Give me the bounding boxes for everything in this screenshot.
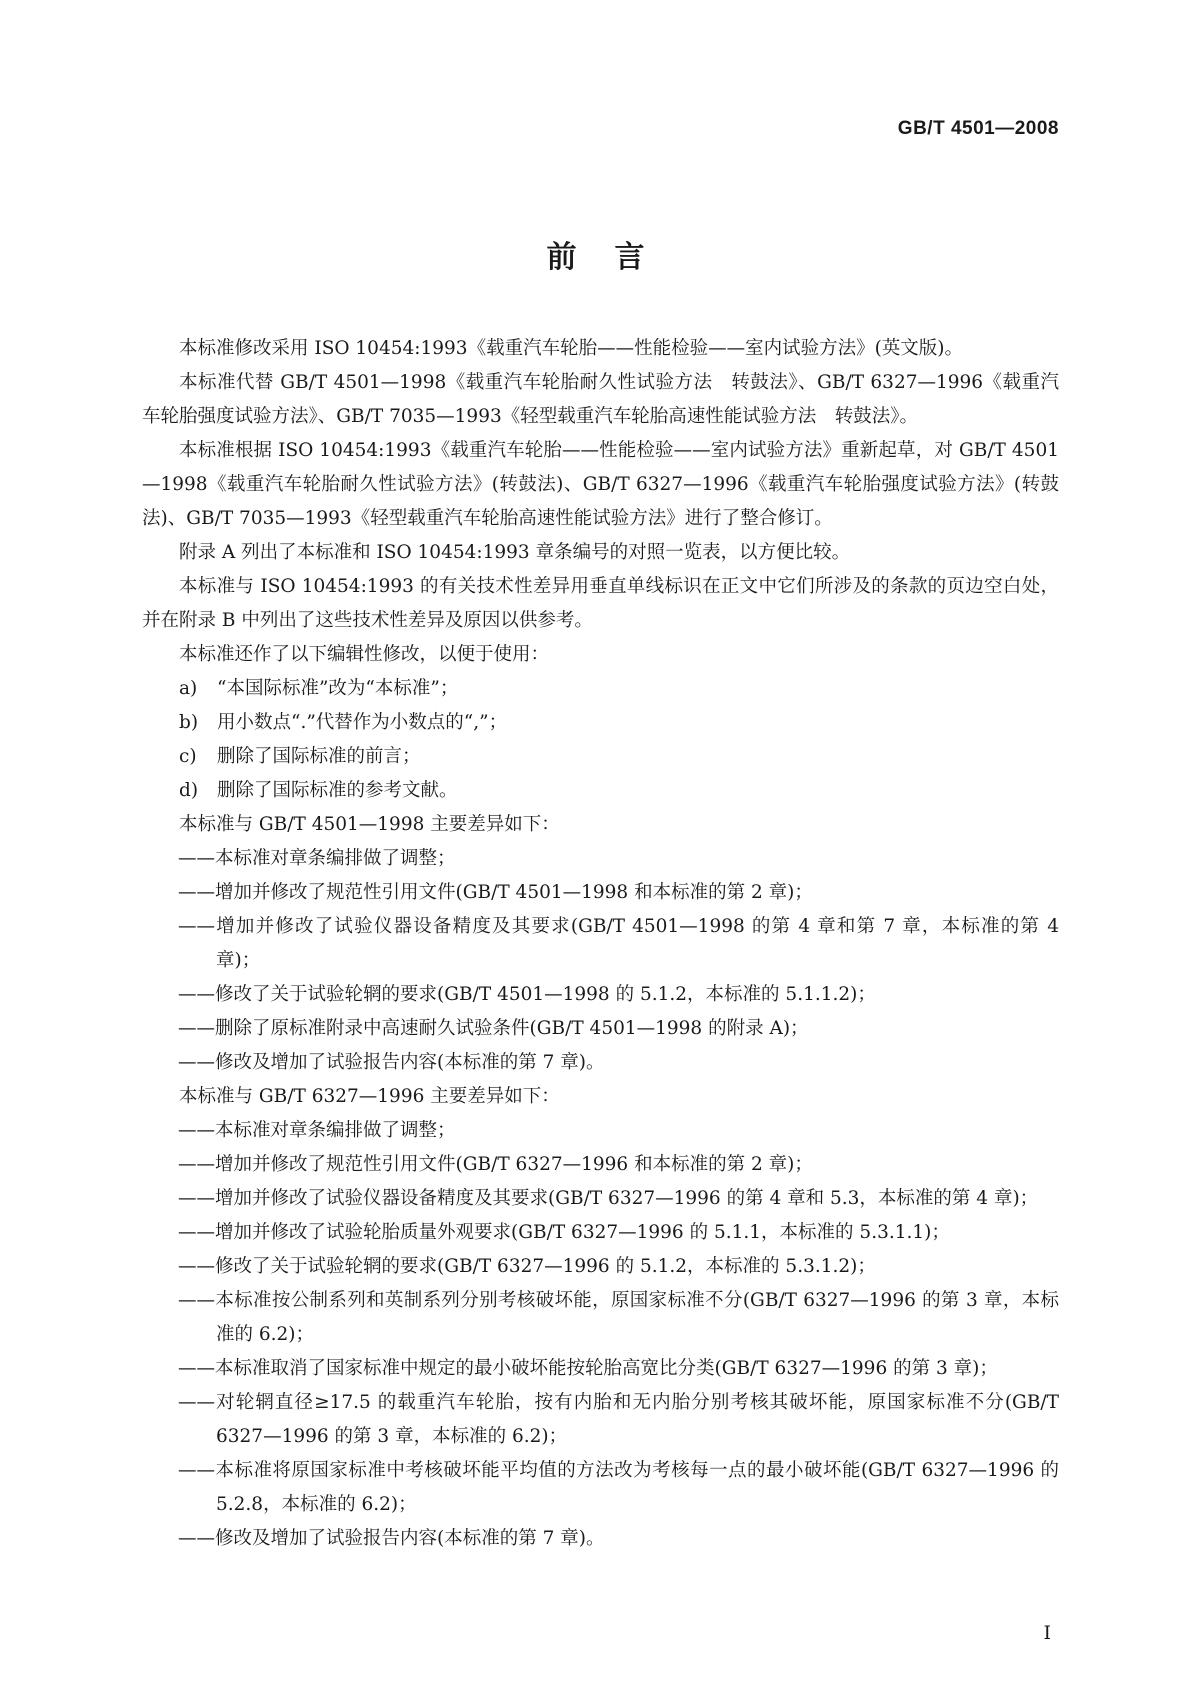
dash-item: ——增加并修改了试验仪器设备精度及其要求(GB/T 4501—1998 的第 4 章和第 7 章，本标准的第 4 章)； bbox=[178, 916, 1059, 971]
dash-item: ——增加并修改了试验轮胎质量外观要求(GB/T 6327—1996 的 5.1.1，本标准的 5.3.1.1)； bbox=[178, 1222, 950, 1243]
list-item bbox=[142, 706, 1059, 740]
list-item bbox=[142, 672, 1059, 706]
list-item bbox=[142, 774, 1059, 808]
list-item bbox=[142, 740, 1059, 774]
diff-6327-intro: 本标准与 GB/T 6327—1996 主要差异如下： bbox=[179, 1086, 560, 1107]
dash-item: ——修改了关于试验轮辋的要求(GB/T 6327—1996 的 5.1.2，本标准的 5.3.1.2)； bbox=[178, 1256, 876, 1277]
list-item-label: c) bbox=[179, 746, 197, 767]
dash-item: ——修改了关于试验轮辋的要求(GB/T 4501—1998 的 5.1.2，本标准的 5.1.1.2)； bbox=[178, 984, 876, 1005]
standard-code: GB/T 4501—2008 bbox=[897, 118, 1059, 139]
paragraph-adoption: 本标准修改采用 ISO 10454:1993《载重汽车轮胎——性能检验——室内试验方法》(英文版)。 bbox=[179, 338, 964, 359]
list-item-label: d) bbox=[179, 780, 199, 801]
dash-item: ——增加并修改了规范性引用文件(GB/T 6327—1996 和本标准的第 2 章)； bbox=[178, 1154, 813, 1175]
dash-item: ——修改及增加了试验报告内容(本标准的第 7 章)。 bbox=[178, 1052, 605, 1073]
dash-item: ——增加并修改了规范性引用文件(GB/T 4501—1998 和本标准的第 2 章)； bbox=[178, 882, 813, 903]
paragraph-editorial: 本标准还作了以下编辑性修改，以便于使用： bbox=[179, 644, 550, 665]
list-item-label: b) bbox=[179, 712, 199, 733]
list-item-text: 删除了国际标准的前言； bbox=[217, 746, 421, 767]
dash-item: ——增加并修改了试验仪器设备精度及其要求(GB/T 6327—1996 的第 4 章和 5.3，本标准的第 4 章)； bbox=[178, 1188, 1039, 1209]
page-number: I bbox=[1043, 1622, 1051, 1644]
dash-item: ——本标准取消了国家标准中规定的最小破坏能按轮胎高宽比分类(GB/T 6327—1996 的第 3 章)； bbox=[178, 1358, 998, 1379]
dash-item: ——本标准将原国家标准中考核破坏能平均值的方法改为考核每一点的最小破坏能(GB/T 6327—1996 的 5.2.8，本标准的 6.2)； bbox=[178, 1460, 1059, 1515]
paragraph-annex-a: 附录 A 列出了本标准和 ISO 10454:1993 章条编号的对照一览表，以方便比较。 bbox=[179, 542, 851, 563]
paragraph-redraft: 本标准根据 ISO 10454:1993《载重汽车轮胎——性能检验——室内试验方法》重新起草，对 GB/T 4501—1998《载重汽车轮胎耐久性试验方法》(转鼓法)、GB/T 6327—1996《载重汽车轮胎强度试验方法》(转鼓法)、GB/T 7035—1993《轻型载重汽车轮胎高速性能试验方法》进行了整合修订。 bbox=[142, 440, 1059, 529]
page-title: 前言 bbox=[546, 240, 683, 275]
dash-item: ——修改及增加了试验报告内容(本标准的第 7 章)。 bbox=[178, 1528, 605, 1549]
list-item-text: 删除了国际标准的参考文献。 bbox=[217, 780, 458, 801]
dash-item: ——对轮辋直径≥17.5 的载重汽车轮胎，按有内胎和无内胎分别考核其破坏能，原国家标准不分(GB/T 6327—1996 的第 3 章，本标准的 6.2)； bbox=[178, 1392, 1059, 1447]
list-item-text: “本国际标准”改为“本标准”； bbox=[217, 678, 459, 699]
dash-item: ——本标准对章条编排做了调整； bbox=[178, 848, 456, 869]
dash-item: ——本标准按公制系列和英制系列分别考核破坏能，原国家标准不分(GB/T 6327—1996 的第 3 章，本标准的 6.2)； bbox=[178, 1290, 1059, 1345]
paragraph-annex-b: 本标准与 ISO 10454:1993 的有关技术性差异用垂直单线标识在正文中它们所涉及的条款的页边空白处，并在附录 B 中列出了这些技术性差异及原因以供参考。 bbox=[142, 576, 1059, 631]
paragraph-replaces: 本标准代替 GB/T 4501—1998《载重汽车轮胎耐久性试验方法 转鼓法》、GB/T 6327—1996《载重汽车轮胎强度试验方法》、GB/T 7035—1993《轻型载重汽车轮胎高速性能试验方法 转鼓法》。 bbox=[142, 372, 1059, 427]
dash-item: ——本标准对章条编排做了调整； bbox=[178, 1120, 456, 1141]
document-body bbox=[142, 332, 1059, 1556]
diff-4501-intro: 本标准与 GB/T 4501—1998 主要差异如下： bbox=[179, 814, 560, 835]
list-item-label: a) bbox=[179, 678, 198, 699]
list-item-text: 用小数点“.”代替作为小数点的“,”； bbox=[217, 712, 508, 733]
dash-item: ——删除了原标准附录中高速耐久试验条件(GB/T 4501—1998 的附录 A)； bbox=[178, 1018, 809, 1039]
